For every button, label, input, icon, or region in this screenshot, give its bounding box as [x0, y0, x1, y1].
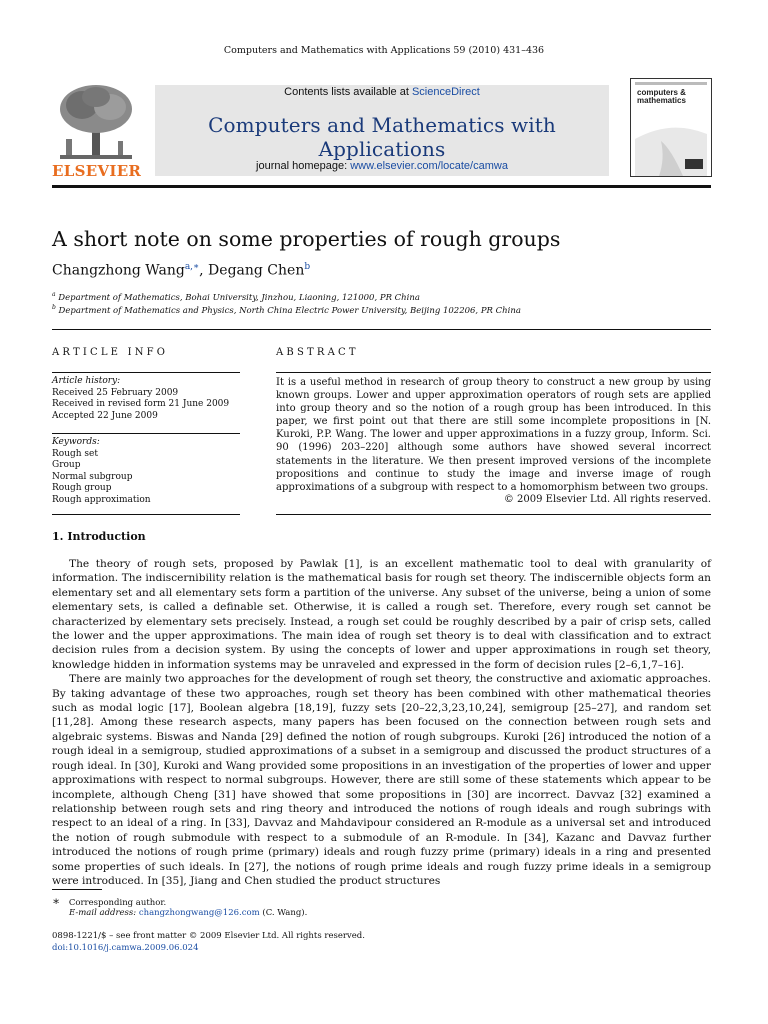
paragraph: The theory of rough sets, proposed by Pawlak [1], is an excellent mathematic tool to deal with granularity of information. The indiscernibility relation is the mathematical basis for rough set theory. The indiscernible objects form an elementary set and all elementary sets form a partition of the universe. Any subset of the universe, being a union of some elementary sets, is called a definable set. Otherwise, it is called a rough set. Therefore, every rough set cannot be characterized by elementary sets precisely. Instead, a rough set could be roughly described by a pair of crisp sets, called the lower and the upper approximations. The main idea of rough set theory is to deal with classification and to extract decision rules from a decision system. By using the concepts of lower and upper approximations in rough set theory, knowledge hidden in information systems may be unraveled and expressed in the form of decision rules [2–6,1,7–16].	[52, 558, 711, 671]
paragraph: There are mainly two approaches for the development of rough set theory, the constructive and axiomatic approaches. By taking advantage of these two approaches, rough set theory has been combined with other mathematical theories such as modal logic [17], Boolean algebra [18,19], fuzzy sets [20–22,3,23,10,24], semigroup [25–27], and random set [11,28]. Among these research aspects, many papers has been focused on the connection between rough sets and algebraic systems. Biswas and Nanda [29] defined the notion of rough subgroups. Kuroki [26] introduced the notion of a rough ideal in a semigroup, studied approximations of a subset in a semigroup and discussed the product structures of a rough ideal. In [30], Kuroki and Wang provided some propositions in an investigation of the properties of lower and upper approximations with respect to normal subgroups. However, there are still some of these statements which appear to be incomplete, although Cheng [31] have showed that some propositions in [30] are incorrect. Davvaz [32] examined a relationship between rough sets and ring theory and introduced the notions of rough ideals and rough subrings with respect to an ideal of a ring. In [33], Davvaz and Mahdavipour considered an R-module as a universal set and introduced the notion of rough submodule with respect to a submodule of an R-module. In [34], Kazanc and Davvaz further introduced the notions of rough prime (primary) ideals and rough fuzzy prime (primary) ideals in a ring and presented some properties of such ideals. In [27], the notions of rough prime ideals and rough fuzzy prime ideals in a semigroup were introduced. In [35], Jiang and Chen studied the product structures	[52, 673, 711, 887]
abstract-rule	[276, 514, 711, 515]
affiliation-label: a	[52, 291, 56, 298]
article-info-heading: ARTICLE INFO	[52, 347, 169, 358]
doi-link[interactable]: doi:10.1016/j.camwa.2009.06.024	[52, 943, 199, 953]
corresponding-author-note	[52, 894, 166, 908]
affiliation-a	[52, 291, 420, 303]
article-history	[52, 376, 229, 422]
author-affiliation-mark[interactable]: b	[304, 262, 311, 272]
abstract-text: It is a useful method in research of group theory to construct a new group by using known groups. Lower and upper approximation operators of rough sets are applied into group theory and so the notion of a rough group has been introduced. In this paper, we first point out that there are still some incomplete propositions in [N. Kuroki, P.P. Wang. The lower and upper approximations in a fuzzy group, Inform. Sci. 90 (1996) 203–220] although some authors have showed several incorrect statements in the literature. We then present improved versions of the incomplete propositions and continue to study the image and inverse image of rough approximations of a subgroup with respect to a homomorphism between two groups.	[276, 377, 711, 493]
author-email-link[interactable]: changzhongwang@126.com	[138, 908, 260, 918]
article-info-rule	[52, 433, 240, 434]
introduction-body	[52, 557, 711, 888]
section-divider	[52, 329, 711, 330]
keyword-item: Normal subgroup	[52, 471, 133, 482]
contents-line	[155, 86, 609, 98]
keywords-block	[52, 437, 151, 506]
journal-title: Computers and Mathematics with Applications	[208, 113, 556, 161]
article-title: A short note on some properties of rough groups	[52, 227, 561, 251]
affiliation-text: Department of Mathematics, Bohai University, Jinzhou, Liaoning, 121000, PR China	[58, 292, 420, 303]
abstract-rule	[276, 372, 711, 373]
publisher-name: ELSEVIER	[52, 162, 142, 180]
keywords-label: Keywords:	[52, 437, 100, 447]
journal-homepage-link[interactable]: www.elsevier.com/locate/camwa	[350, 160, 508, 172]
keyword-item: Group	[52, 460, 81, 470]
email-note	[69, 908, 307, 918]
abstract-copyright: © 2009 Elsevier Ltd. All rights reserved.	[503, 494, 711, 505]
email-suffix: (C. Wang).	[259, 908, 308, 918]
history-label: Article history:	[52, 376, 121, 386]
author-name: Changzhong Wang	[52, 262, 185, 279]
keyword-item: Rough approximation	[52, 494, 151, 505]
cover-title-line: mathematics	[637, 96, 686, 105]
affiliation-label: b	[52, 304, 56, 311]
affiliation-b	[52, 304, 521, 316]
footnote-star: ∗	[52, 894, 61, 908]
author-line	[52, 262, 310, 279]
history-item: Received 25 February 2009	[52, 387, 179, 398]
introduction-heading: 1. Introduction	[52, 530, 146, 543]
author-affiliation-mark[interactable]: a,∗	[184, 262, 200, 272]
journal-reference: Computers and Mathematics with Applications 59 (2010) 431–436	[223, 45, 545, 56]
author-name: , Degang Chen	[199, 262, 305, 279]
front-matter-line: 0898-1221/$ – see front matter © 2009 Elsevier Ltd. All rights reserved.	[52, 931, 365, 941]
header-rule	[52, 185, 711, 188]
footnote-text: Corresponding author.	[68, 898, 167, 908]
homepage-line	[155, 160, 609, 172]
affiliation-text: Department of Mathematics and Physics, North China Electric Power University, Beijing 102206, PR China	[58, 305, 521, 316]
keyword-item: Rough group	[52, 483, 112, 493]
article-info-rule	[52, 372, 240, 373]
footnote-rule	[52, 889, 102, 890]
history-item: Received in revised form 21 June 2009	[52, 399, 230, 409]
article-info-rule	[52, 514, 240, 515]
contents-prefix: Contents lists available at	[284, 86, 412, 98]
front-matter	[52, 930, 365, 954]
abstract-heading: ABSTRACT	[276, 347, 359, 358]
email-label: E-mail address:	[69, 908, 139, 918]
sciencedirect-link[interactable]: ScienceDirect	[411, 86, 480, 98]
journal-cover-thumbnail	[630, 78, 712, 177]
homepage-prefix: journal homepage:	[256, 160, 351, 172]
cover-title-line: computers &	[637, 88, 686, 97]
cover-title	[637, 89, 686, 105]
keyword-item: Rough set	[52, 448, 98, 459]
history-item: Accepted 22 June 2009	[52, 410, 158, 421]
